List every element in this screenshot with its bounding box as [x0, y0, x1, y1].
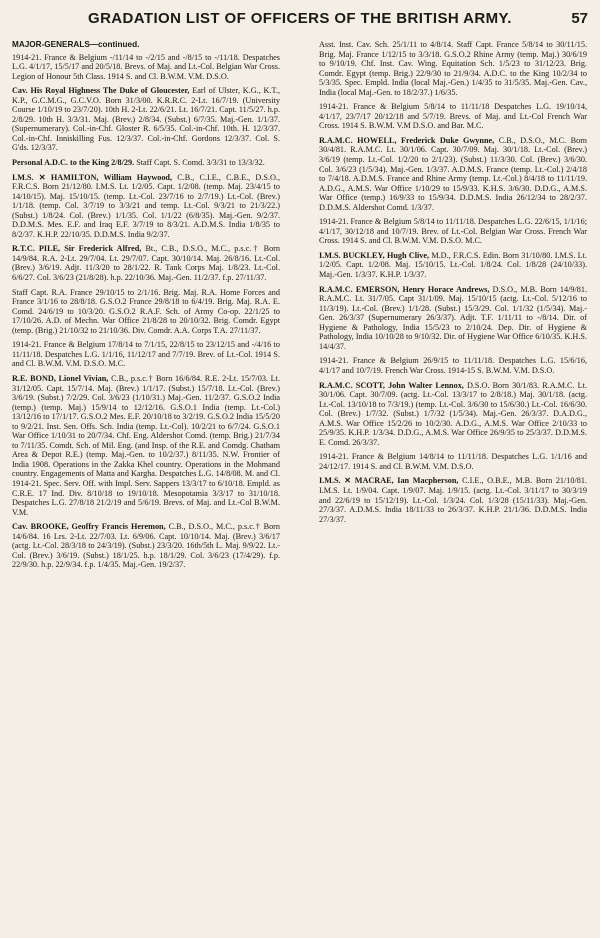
officer-entry	[12, 158, 280, 168]
officer-entry	[319, 381, 587, 448]
officer-entry	[319, 136, 587, 212]
page-title: GRADATION LIST OF OFFICERS OF THE BRITISH ARMY.	[88, 10, 512, 27]
right-column	[319, 40, 587, 529]
entry-text: D.S.O. Born 30/1/83. R.A.M.C. Lt. 30/1/06. Capt. 30/7/09. (actg. Lt.-Col. 13/3/17 to 2/8/18.) Maj. 30/1/18. (actg. Lt.-Col. 13/10/18 to 7/3/19.) (temp. Lt.-Col. 3/6/30 to 15/6/30.) Lt.-Col. 16/6/30. Col. (Brev.) 1/7/32. (Subst.) 1/7/32 (1/5/34). Maj.-Gen. 26/3/37. D.A.D.G., A.M.S. War Office 15/2/26 to 10/2/30. A.D.G., A.M.S. War Office 2/10/33 to 25/9/35. K.H.P. 1/3/34. D.D.G., A.M.S. War Office 26/9/35 to 25/3/37. D.D.M.S. E. Comd. 26/3/37.	[319, 380, 588, 447]
officer-entry	[319, 102, 587, 131]
entry-head: Cav. His Royal Highness The Duke of Gloucester,	[12, 86, 190, 96]
entry-text: 1914-21. France & Belgium 5/8/14 to 11/11/18 Despatches L.G. 19/10/14, 4/1/17, 23/7/17 20/12/18 and 5/7/19. Brevs. of Maj. and Lt.-Col French War Cross. 1914 S. B.W.M. V.M D.S.O. and Bar. M.C.	[319, 102, 587, 131]
entry-text: M.D., F.R.C.S. Edin. Born 31/10/80. I.M.S. Lt. 1/2/05. Capt. 1/2/08. Maj. 15/10/15. Lt.-Col. 1/8/24. Col. 1/8/28 (24/10/33). Maj.-Gen. 1/3/37. K.H.P. 1/3/37.	[319, 250, 588, 280]
officer-entry	[12, 340, 280, 369]
entry-head: R.T.C. PILE, Sir Frederick Alfred,	[12, 244, 142, 254]
entry-text: C.B., D.S.O., M.C., p.s.c.† Born 14/6/84. 16 Lrs. 2-Lt. 22/7/03. Lt. 6/9/06. Capt. 10/10/14. Maj. (Brev.) 3/6/17 (actg. Lt.-Col. 28/3/18 to 24/3/19). (Subst.) 23/3/20. 16th/5th L. Maj. 9/9/22. Lt.-Col. (Brev.) 3/6/19. (Subst.) 18/1/25. h.p. 18/1/29. Col. 3/6/23 (17/4/29). f.p. 22/9/30. h.p. 22/9/34. f.p. 1/4/35. Maj.-Gen. 19/2/37.	[12, 522, 280, 570]
officer-entry	[12, 244, 280, 282]
officer-entry	[319, 476, 587, 524]
entry-text: 1914-21. France & Belgium 14/8/14 to 11/11/18. Despatches L.G. 1/1/16 and 24/12/17. 1914 S. and Cl. B.W.M. V.M. D.S.O.	[319, 452, 587, 471]
officer-entry	[319, 217, 587, 246]
entry-text: C.B., C.I.E., C.B.E., D.S.O., F.R.C.S. Born 21/12/80. I.M.S. Lt. 1/2/05. Capt. 1/2/08. (temp. Maj. 23/4/15 to 14/10/15). Maj. 15/10/15. (temp. Lt.-Col. 23/7/16 to 2/7/19.) Lt.-Col. (Brev.) 1/1/18. (temp. Col. 3/7/19 to 3/3/21 and temp. Lt.-Col. 9/3/21 to 21/3/22.) (Subst.) 1/8/24. Col. (Brev.) 1/1/35. Col. 1/1/22 (6/8/35). Maj.-Gen. 9/2/37. D.D.M.S. Mes. E.F. and Iraq E.F. 3/7/19 to 8/3/21. A.D.M.S. India 1/8/35 to 8/2/37. K.H.P. 22/10/35. D.D.M.S. India 9/2/37.	[12, 172, 280, 239]
entry-head: I.M.S. BUCKLEY, Hugh Clive,	[319, 250, 430, 260]
entry-head: Personal A.D.C. to the King 2/8/29.	[12, 158, 135, 168]
entry-text: 1914-21. France & Belgium -/11/14 to -/2/15 and -/8/15 to -/11/18. Despatches L.G. 4/1/17, 15/5/17 and 20/5/18. Brevs. of Maj. and Lt.-Col. Belgian War Cross. Legion of Honour 5th Class. 1914 S. and Cl. B.W.M. V.M. D.S.O.	[12, 52, 280, 81]
entry-text: C.B., D.S.O., M.C. Born 30/4/81. R.A.M.C. Lt. 30/1/06. Capt. 30/7/09. Maj. 30/1/18. Lt.-Col. (Brev.) 3/6/19 (temp. Lt.-Col. 1/2/20 to 2/1/23). (Subst.) 11/3/30. Col. (Brev.) 3/6/30. Col. 3/6/23 (1/5/34). Maj.-Gen. 1/3/37. A.D.M.S. France (temp. Lt.-Col.) 2/4/18 to 7/4/18. A.D.M.S. France and Rhine Army (temp. Lt.-Col.) 8/4/18 to 11/11/19. A.D.G., A.M.S. War Office 1/10/29 to 15/9/33. K.H.S. 3/6/30. D.D.G., A.M.S. War Office (temp.) 16/9/33 to 15/9/34. D.D.M.S. India 26/12/34 to 28/2/37. D.D.M.S. Aldershot Comd. 1/3/37.	[319, 135, 588, 212]
entry-text: C.B., p.s.c.† Born 16/6/84. R.E. 2-Lt. 15/7/03. Lt. 31/12/05. Capt. 15/7/14. Maj. (Brev.) 1/1/17. (Subst.) 15/7/18. Lt.-Col. (Brev.) 3/6/19. (Subst.) 7/2/29. Col. 3/6/23 (1/10/31.) Maj.-Gen. 11/2/37. G.S.O.2 India (temp.) (temp. Maj.) 15/9/14 to 12/12/16. G.S.O.1 India (temp. Lt.-Col.) 13/12/16 to 17/1/17. G.S.O.2 Mes. E.F. 20/10/18 to 3/2/19. G.S.O.2 India 15/5/20 to 9/2/21. Inst. Sen. Offs. Sch. India (temp. Lt.-Col). 10/2/21 to 6/7/24. G.S.O.1 War Office 1/10/31 to 20/7/34. Chf. Eng. Aldershot Comd. (temp. Brig.) 21/7/34 to 7/11/35. Comdt. Sch. of Mil. Eng. (and Insp. of the R.E. and Comdg. Chatham Area & Depot R.E.) (temp. Maj.-Gen. to 10/2/37.) 8/11/35. N.W. Frontier of India 1908. Operations in the Zakka Khel country. Operations in the Mohmand country. Engagements of Matta and Kargha. Despatches L.G. 14/8/08. M. and Cl. 1914-21. Spec. Serv. Off. with Impl. Serv. Sappers 13/3/17 to 6/10/18. Empld. as C.R.E. 17 Ind. Div. 8/10/18 to 19/10/18. Mesopotamia 3/3/17 to 31/10/18. Despatches L.G. 27/8/18 21/2/19 and 5/6/19. Brevs. of Maj. and Lt.-Col B.W.M. V.M.	[12, 373, 280, 517]
entry-text: 1914-21. France & Belgium 17/8/14 to 7/1/15, 22/8/15 to 23/12/15 and -/4/16 to 11/11/18. Despatches L.G. 1/1/16, 11/12/17 and 7/7/19. Brev. of Lt.-Col. 1914 S. and Cl. B.W.M. V.M. D.S.O. M.C.	[12, 340, 280, 369]
page-header	[0, 10, 600, 32]
officer-entry	[12, 288, 280, 336]
entry-text: D.S.O., M.B. Born 14/9/81. R.A.M.C. Lt. 31/7/05. Capt 31/1/09. Maj. 15/10/15 (actg. Lt.-Col. 5/12/16 to 11/3/19). Lt.-Col. (Brev.) 1/1/28. (Subst.) 15/3/29. Col. 1/1/32 (1/5/34). Maj.-Gen. 26/3/37 (Supernumerary 26/3/37). Adjt. T.F. 1/11/11 to -/8/14. Dir. of Hygiene & Pathology, India 15/5/23 to 2/10/24. Dep. Dir. of Hygiene & Pathology, India 10/10/28 to 9/10/32. Dir. of Hygiene War Office 6/10/35. K.H.S. 14/4/37.	[319, 284, 588, 351]
entry-text: 1914-21. France & Belgium 26/9/15 to 11/11/18. Despatches L.G. 15/6/16, 4/1/17 and 10/7/19. French War Cross. 1914-15 S. B.W.M. V.M. D.S.O.	[319, 356, 587, 375]
officer-entry	[12, 53, 280, 82]
officer-entry	[319, 251, 587, 280]
entry-text: C.I.E., O.B.E., M.B. Born 21/10/81. I.M.S. Lt. 1/9/04. Capt. 1/9/07. Maj. 1/9/15. (actg. Lt.-Col. 3/11/17 to 30/3/19 and 22/6/19 to 15/12/19). Lt.-Col. 1/3/24. Col. 1/3/28 (15/11/33). Maj.-Gen. 27/3/37. A.D.M.S. India 18/11/33 to 26/3/37. K.H.P. 21/1/36. D.D.M.S. India 27/3/37.	[319, 476, 588, 524]
entry-text: Earl of Ulster, K.G., K.T., K.P., G.C.M.G., G.C.V.O. Born 31/3/00. K.R.R.C. 2-Lt. 16/7/19. (University Course 1/10/19 to 23/7/20). 10th H. 2-Lt. 22/6/21. Lt. 16/7/21. Capt. 11/5/27. h.p. 2/8/29. 10th H. 3/3/31. Maj. (Brev.) 2/8/34. (Subst.) 6/7/35. Maj.-Gen. 1/1/37. (Supernumerary). Col.-in-Chf. Gloster R. 6/5/35. Col.-in-Chf. 10th. H. 12/3/37. Col.-in-Chf. Inniskilling Fus. 12/3/37. Col.-in-Chf. Gordons 12/3/37. Col. S. G'ds. 12/3/37.	[12, 86, 280, 153]
section-heading: MAJOR-GENERALS—continued.	[12, 40, 140, 49]
officer-entry	[319, 285, 587, 352]
entry-head: R.A.M.C. EMERSON, Henry Horace Andrews,	[319, 284, 490, 294]
officer-entry	[319, 40, 587, 97]
left-column	[12, 40, 280, 575]
officer-entry	[319, 356, 587, 375]
entry-text: Bt., C.B., D.S.O., M.C., p.s.c.† Born 14/9/84. R.A. 2-Lt. 29/7/04. Lt. 29/7/07. Capt. 30/10/14. Maj. 26/8/16. Lt.-Col. (Brev.) 3/6/19. Adjt. 11/3/20 to 28/1/22. R. Tank Corps Maj. 1/8/23. Lt.-Col. 6/6/27. Col. 3/6/23 (21/8/28). h.p. 22/10/36. Maj.-Gen. 11/2/37. f.p. 27/11/37.	[12, 244, 280, 283]
entry-head: R.E. BOND, Lionel Vivian,	[12, 373, 109, 383]
entry-head: I.M.S. ✕ HAMILTON, William Haywood,	[12, 172, 173, 182]
entry-text: Staff Capt. S. Comd. 3/3/31 to 13/3/32.	[136, 158, 265, 168]
officer-entry	[12, 86, 280, 153]
entry-head: I.M.S. ✕ MACRAE, Ian Macpherson,	[319, 476, 459, 486]
officer-entry	[12, 374, 280, 517]
entry-text: Staff Capt. R.A. France 29/10/15 to 2/1/16. Brig. Maj. R.A. Home Forces and France 3/1/16 to 28/8/18. G.S.O.2 France 29/8/18 to 6/4/19. Brig. Maj. R.A. E. Comd. 24/6/19 to 10/3/20. G.S.O.2 R.A.F. Sch. of Army Co-op. 22/1/25 to 17/10/26. A.D. of Mechn. War Office 21/8/28 to 20/10/32. Brig. Comdr. Egypt (temp. (Brig.) 21/10/32 to 21/10/36. Div. Comdr. A.A. Corps T.A. 27/11/37.	[12, 287, 280, 335]
entry-head: Cav. BROOKE, Geoffry Francis Heremon,	[12, 522, 166, 532]
officer-entry	[319, 452, 587, 471]
entry-text: 1914-21. France & Belgium 5/8/14 to 11/11/18. Despatches L.G. 22/6/15, 1/1/16; 4/1/17, 30/12/18 and 10/7/19. Brev. of Lt.-Col. Belgian War Cross. French War Cross. 1914 S. and Cl. B.W.M. V.M. D.S.O. M.C.	[319, 217, 587, 246]
entry-head: R.A.M.C. SCOTT, John Walter Lennox,	[319, 380, 464, 390]
officer-entry	[12, 173, 280, 240]
entry-text: Asst. Inst. Cav. Sch. 25/1/11 to 4/8/14. Staff Capt. France 5/8/14 to 30/11/15. Brig. Maj. France 1/12/15 to 3/3/18. G.S.O.2 Rhine Army (temp. Maj.) 30/6/19 to 9/10/19. Chf. Inst. Cav. Wing. Equitation Sch. 1/5/23 to 31/12/23. Brig. Comdr. Egypt (temp. Brig.) 22/9/30 to 21/9/34. A.D.C. to the King 10/2/34 to 5/3/35. Spec. Empld. India (local Maj.-Gen.) 1/4/35 to 31/5/35. Maj.-Gen. Cav., India (local Maj.-Gen. to 18/2/37.) 1/6/35.	[319, 40, 587, 97]
page-number: 57	[571, 10, 588, 27]
entry-head: R.A.M.C. HOWELL, Frederick Duke Gwynne,	[319, 135, 495, 145]
officer-entry	[12, 522, 280, 570]
